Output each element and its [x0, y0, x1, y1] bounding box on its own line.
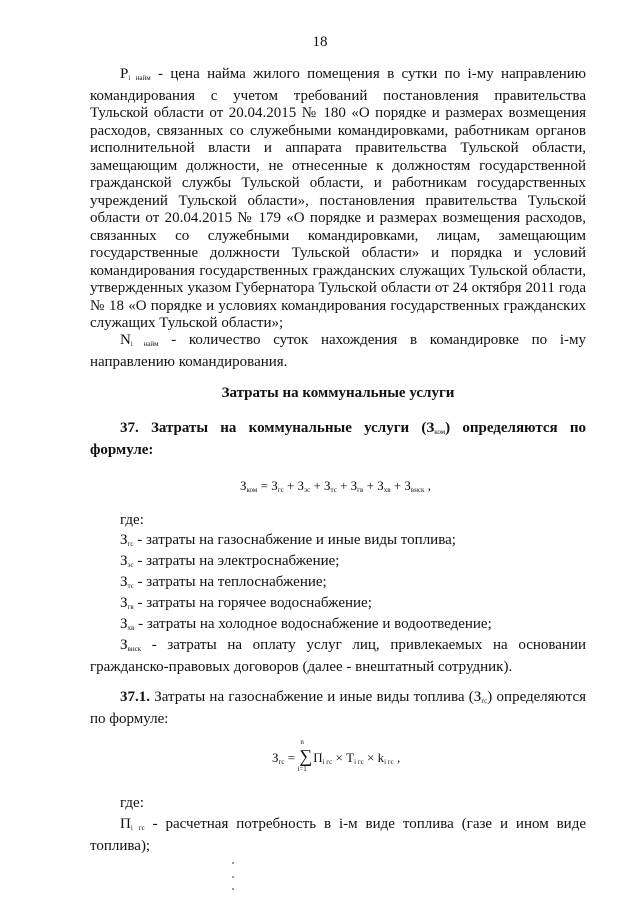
formula-term-sub: эс: [304, 486, 311, 494]
formula-tail: ,: [393, 750, 401, 765]
formula-kom: [240, 478, 431, 494]
formula-term: З: [350, 478, 358, 493]
symbol-subscript: гс: [127, 540, 134, 548]
formula-term: З: [377, 478, 384, 493]
definition-text: - затраты на газоснабжение и иные виды топлива;: [133, 532, 456, 548]
section-37-1-intro: [90, 689, 586, 728]
formula-lhs-sub: гс: [278, 758, 285, 766]
symbol: З: [120, 553, 128, 569]
symbol-subscript: i найм: [130, 340, 159, 348]
section-heading: Затраты на коммунальные услуги: [221, 385, 455, 401]
definition-es: [120, 553, 616, 575]
formula-lhs: З: [272, 750, 279, 765]
where-label: где:: [120, 512, 144, 528]
scan-artifact: [232, 862, 234, 864]
sum-sign: [297, 738, 313, 773]
section-text: Затраты на коммунальные услуги (З: [138, 420, 435, 436]
formula-term-sub: внск: [410, 486, 425, 494]
page-number: 18: [312, 34, 328, 50]
symbol: З: [120, 616, 128, 632]
formula-gs: [272, 738, 401, 773]
scan-artifact: [232, 876, 234, 878]
formula-plus: +: [363, 478, 378, 493]
symbol-subscript: эс: [127, 561, 134, 569]
formula-plus: +: [310, 478, 325, 493]
section-text-end: ) определяются по формуле:: [90, 420, 586, 458]
formula-term: З: [271, 478, 278, 493]
symbol-subscript: тс: [127, 582, 134, 590]
symbol-subscript: ком: [434, 428, 446, 436]
symbol-subscript: внск: [127, 645, 142, 653]
definition-text: - затраты на холодное водоснабжение и водоотведение;: [134, 616, 492, 632]
section-text: Затраты на газоснабжение и иные виды топлива (З: [150, 689, 482, 705]
definition-text: - затраты на горячее водоснабжение;: [133, 595, 372, 611]
formula-plus: +: [336, 478, 351, 493]
formula-tail: ,: [424, 478, 431, 493]
symbol: N: [120, 332, 131, 348]
sigma-glyph: ∑: [299, 746, 313, 766]
formula-eq: =: [257, 478, 272, 493]
formula-lhs-sub: ком: [246, 486, 258, 494]
scan-artifact: [232, 888, 234, 890]
formula-p-sub: i гс: [322, 758, 333, 766]
definition-vnsk: [90, 637, 586, 676]
symbol-subscript: i гс: [130, 824, 145, 832]
formula-plus: +: [390, 478, 405, 493]
paragraph-n-naym: [90, 332, 586, 371]
definition-gs: [120, 532, 616, 554]
sum-upper-limit: n: [300, 738, 304, 746]
formula-eq: =: [284, 750, 299, 765]
formula-term-sub: гв: [357, 486, 364, 494]
definition-p-gs: [90, 816, 586, 855]
formula-times: ×: [332, 750, 347, 765]
symbol: З: [120, 574, 128, 590]
symbol-subscript: гс: [481, 697, 488, 705]
formula-term-sub: тс: [330, 486, 337, 494]
definition-text: - расчетная потребность в i-м виде топлива (газе и ином виде топлива);: [90, 816, 586, 854]
formula-term-sub: гс: [277, 486, 284, 494]
formula-lhs: З: [240, 478, 247, 493]
symbol: З: [120, 637, 128, 653]
definition-gv: [120, 595, 616, 617]
symbol: P: [120, 66, 129, 82]
definition-ts: [120, 574, 616, 596]
formula-k-sub: i гс: [384, 758, 394, 766]
paragraph-text: - количество суток нахождения в командировке по i-му направлению командирования.: [90, 332, 586, 370]
section-number: 37.: [120, 420, 139, 436]
sum-lower-limit: i=1: [297, 765, 307, 773]
section-text-end: ) определяются по формуле:: [90, 689, 587, 727]
symbol-subscript: гв: [127, 603, 134, 611]
formula-k: k: [377, 750, 385, 765]
definition-text: - затраты на теплоснабжение;: [133, 574, 327, 590]
symbol: З: [120, 532, 128, 548]
formula-t-sub: i гс: [354, 758, 364, 766]
definition-hv: [120, 616, 616, 638]
paragraph-text: - цена найма жилого помещения в сутки по i-му направлению командирования с учетом требований постановления правительства Тульской области от 20.04.2015 № 180 «О порядке и размерах возмещения расходов, связанных со служебными командировками, работникам органов исполнительной власти и аппарата правительства Тульской области, замещающим должности, не отнесенные к должностям государственной гражданской службы Тульской области, и работникам государственных учреждений Тульской области», постановления правительства Тульской области от 20.04.2015 № 179 «О порядке и размерах возмещения расходов, связанных со служебными командировками, лицам, замещающим государственные должности Тульской области» и порядка и условий командирования государственных гражданских служащих Тульской области, утвержденных указом Губернатора Тульской области от 24 октября 2011 года № 18 «О порядке и условиях командирования государственных гражданских служащих Тульской области»;: [90, 66, 586, 331]
formula-term: З: [297, 478, 305, 493]
symbol: П: [120, 816, 131, 832]
formula-times: ×: [363, 750, 378, 765]
symbol: З: [120, 595, 128, 611]
formula-term-sub: хв: [383, 486, 391, 494]
formula-term: З: [404, 478, 411, 493]
formula-p: П: [313, 750, 323, 765]
definition-text: - затраты на оплату услуг лиц, привлекаемых на основании гражданско-правовых договоров (далее - внештатный сотрудник).: [90, 637, 586, 675]
symbol-subscript: хв: [127, 624, 135, 632]
definition-text: - затраты на электроснабжение;: [133, 553, 340, 569]
formula-t: Т: [346, 750, 355, 765]
formula-plus: +: [283, 478, 298, 493]
where-label-2: где:: [120, 795, 144, 811]
section-number: 37.1.: [120, 689, 150, 705]
paragraph-p-naym: [90, 66, 586, 333]
formula-term: З: [324, 478, 331, 493]
section-37-intro: [90, 420, 586, 459]
symbol-subscript: i найм: [128, 74, 151, 82]
